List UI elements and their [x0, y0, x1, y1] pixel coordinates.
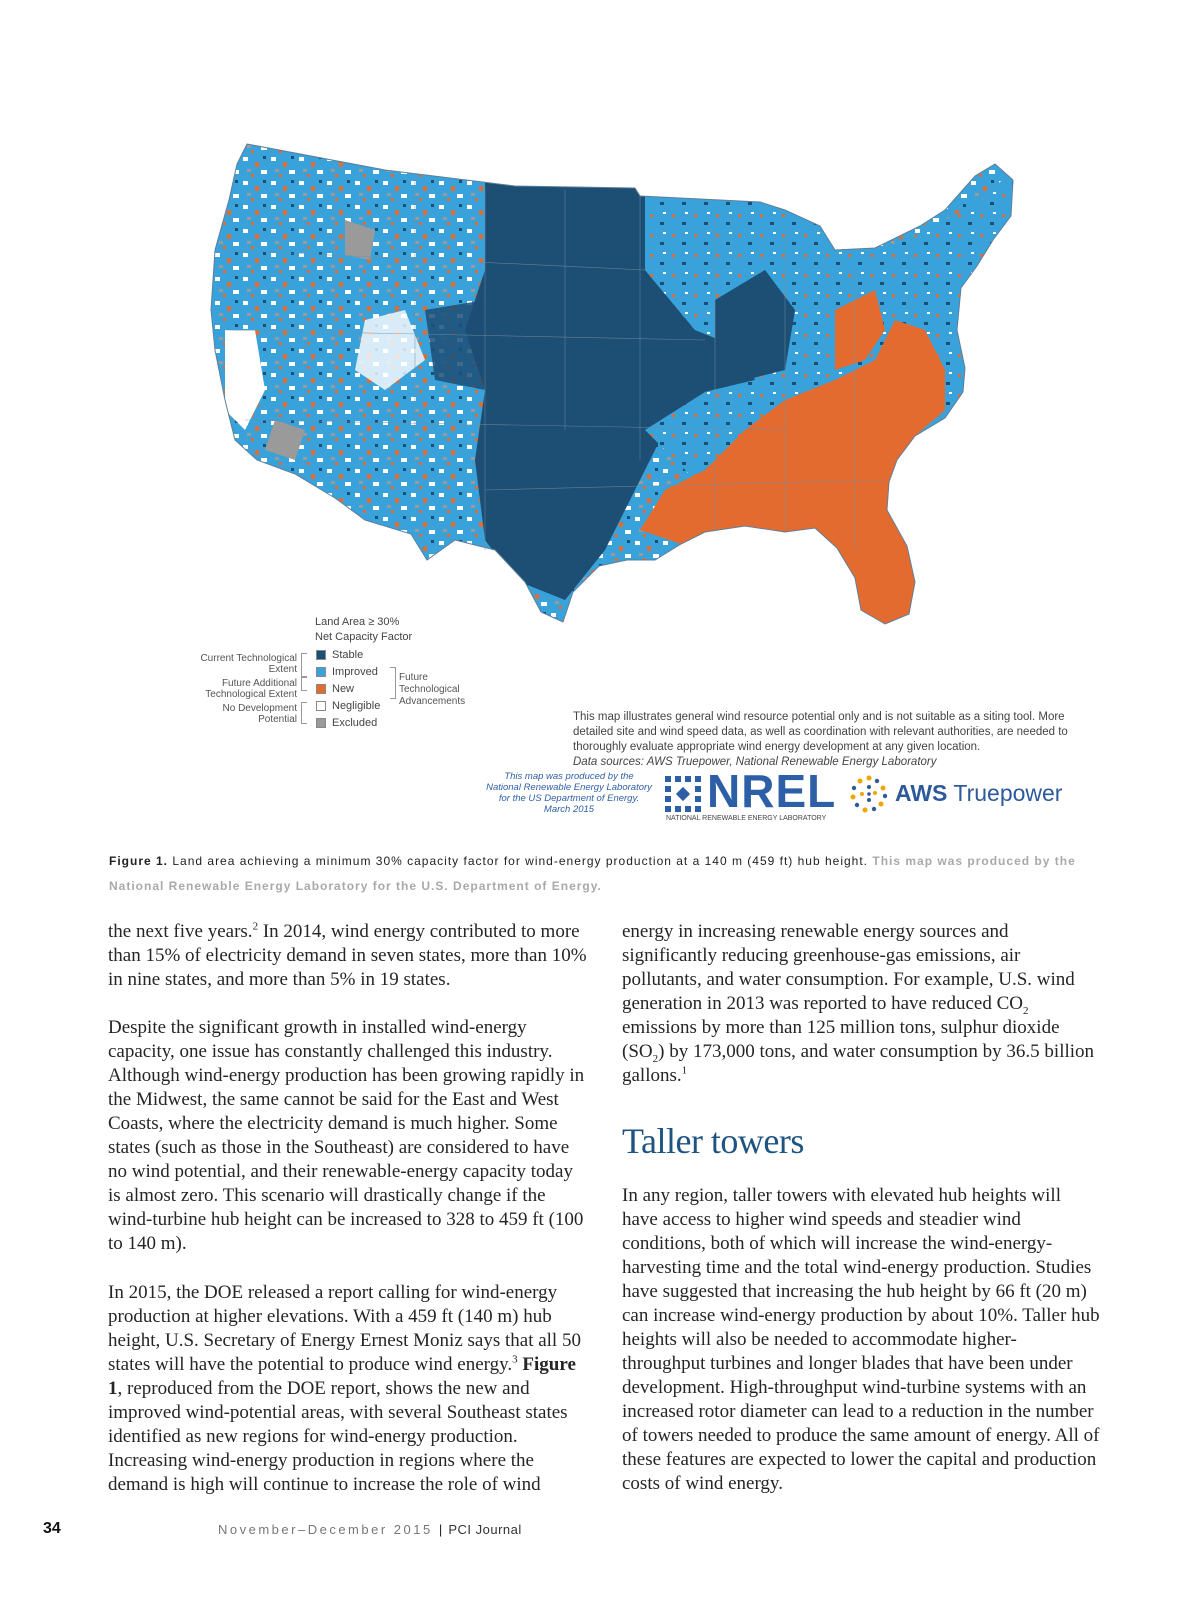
- page-number: 34: [43, 1520, 61, 1537]
- footnote-ref: 2: [252, 920, 259, 933]
- legend-item-improved: [316, 666, 378, 678]
- text-run: ) by 173,000 tons, and water consumption by 36.5 billion gallons.: [622, 1041, 1095, 1086]
- left-paragraph-1: [108, 920, 588, 992]
- legend-swatch: [316, 718, 326, 728]
- text-run: , reproduced from the DOE report, shows the new and improved wind-potential areas, with several Southeast states identified as new regions for wind-energy production. Increasing wind-energy production in regions where the demand is high will continue to increase the role of wind: [108, 1378, 568, 1495]
- legend-swatch: [316, 684, 326, 694]
- legend-group-none: No Development Potential: [222, 703, 297, 725]
- wind-potential-map: [185, 130, 1105, 630]
- figure-reference: Figure 1: [108, 1354, 576, 1399]
- legend-item-negligible: [316, 700, 380, 712]
- subscript: 2: [652, 1052, 659, 1065]
- caption-text: Land area achieving a minimum 30% capacity factor for wind-energy production at a 140 m (459 ft) hub height.: [172, 854, 869, 868]
- issue-date: November–December 2015: [218, 1522, 433, 1537]
- figure-caption: [109, 849, 1104, 899]
- legend-label: Negligible: [332, 700, 381, 712]
- footnote-ref: 3: [512, 1353, 518, 1366]
- left-paragraph-3: [108, 1281, 588, 1497]
- legend-bracket: [390, 667, 396, 699]
- footer-issue: [218, 1522, 522, 1537]
- nrel-subtitle: NATIONAL RENEWABLE ENERGY LABORATORY: [666, 815, 827, 822]
- text-run: the next five years.: [108, 921, 253, 942]
- legend-title: Land Area ≥ 30% Net Capacity Factor: [315, 616, 413, 643]
- left-paragraph-2: Despite the significant growth in installed wind-energy capacity, one issue has constantly challenged this industry. Although wind-energy production has been growing rapidly in the Midwest, the same cannot be said for the East and West Coasts, where the electricity demand is much higher. Some states (such as those in the Southeast) are considered to have no wind potential, and their renewable-energy capacity today is almost zero. This scenario will drastically change if the wind-turbine hub height can be increased to 328 to 459 ft (100 to 140 m).: [108, 1017, 585, 1254]
- legend-group-future: Future Technological Advancements: [399, 672, 466, 707]
- figure-1: [185, 130, 1105, 860]
- caption-credit: This map was produced by the National Renewable Energy Laboratory for the U.S. Department of Energy.: [109, 854, 1076, 893]
- footnote-ref: 1: [681, 1064, 688, 1077]
- legend-item-excluded: [316, 717, 377, 729]
- aws-dots-icon: [847, 772, 891, 816]
- legend-bracket: [301, 677, 307, 691]
- disclaimer-text: This map illustrates general wind resource potential only and is not suitable as a siting tool. More detailed site and wind speed data, as well as coordination with relevant authorities, are needed to thoroughly evaluate appropriate wind energy development at any given location.: [573, 711, 1068, 753]
- text-run: In 2015, the DOE released a report calling for wind-energy production at higher elevations. With a 459 ft (140 m) hub height, U.S. Secretary of Energy Ernest Moniz says that all 50 states will have the potential to produce wind energy.: [108, 1282, 581, 1375]
- legend-label: Stable: [332, 649, 364, 661]
- aws-wordmark: [895, 780, 1062, 807]
- text-run: In 2014, wind energy contributed to more than 15% of electricity demand in seven states, more than 10% in nine states, and more than 5% in 19 states.: [108, 921, 587, 990]
- aws-truepower-logo: [847, 772, 1077, 822]
- nrel-logo: [663, 765, 843, 828]
- right-paragraph-2: In any region, taller towers with elevated hub heights will have access to higher wind speeds and steadier wind conditions, both of which will increase the wind-energy-harvesting time and the total wind-energy production. Studies have suggested that increasing the hub height by 66 ft (20 m) can increase wind-energy production by about 10%. Taller hub heights will also be needed to accommodate higher-throughput turbines and longer blades that have been under development. High-throughput wind-turbine systems with an increased rotor diameter can lead to a reduction in the number of towers needed to produce the same amount of energy. All of these features are expected to lower the capital and production costs of wind energy.: [622, 1185, 1100, 1494]
- legend-label: Improved: [332, 666, 378, 678]
- journal-name: PCI Journal: [448, 1522, 522, 1537]
- text-run: energy in increasing renewable energy sources and significantly reducing greenhouse-gas emissions, air pollutants, and water consumption. For example, U.S. wind generation in 2013 was reported to have reduced CO: [622, 921, 1075, 1014]
- legend-group-current: Current Technological Extent: [200, 653, 297, 675]
- legend-item-new: [316, 683, 354, 695]
- nrel-wordmark: NREL: [707, 765, 837, 817]
- legend-swatch: [316, 667, 326, 677]
- footer-separator: |: [438, 1522, 443, 1537]
- caption-label: Figure 1.: [109, 854, 169, 868]
- legend-group-additional: Future Additional Technological Extent: [205, 678, 297, 700]
- produced-by-note: This map was produced by the National Renewable Energy Laboratory for the US Department of Energy. March 2015: [486, 771, 652, 815]
- legend-swatch: [316, 701, 326, 711]
- nrel-logo-icon: [663, 774, 703, 814]
- aws-wordmark-bold: AWS: [895, 780, 948, 806]
- legend-item-stable: [316, 649, 363, 661]
- section-heading: Taller towers: [622, 1121, 804, 1161]
- legend-bracket: [301, 653, 307, 677]
- right-paragraph-1: [622, 920, 1100, 1088]
- subscript: 2: [1022, 1004, 1029, 1017]
- text-run: emissions by more than 125 million tons, sulphur dioxide (SO: [622, 1017, 1060, 1062]
- map-disclaimer: [573, 710, 1093, 770]
- data-sources: Data sources: AWS Truepower, National Renewable Energy Laboratory: [573, 756, 937, 768]
- legend-label: New: [332, 683, 355, 695]
- legend-label: Excluded: [332, 717, 378, 729]
- legend-swatch: [316, 650, 326, 660]
- aws-wordmark-rest: Truepower: [953, 780, 1063, 806]
- legend-bracket: [301, 702, 307, 724]
